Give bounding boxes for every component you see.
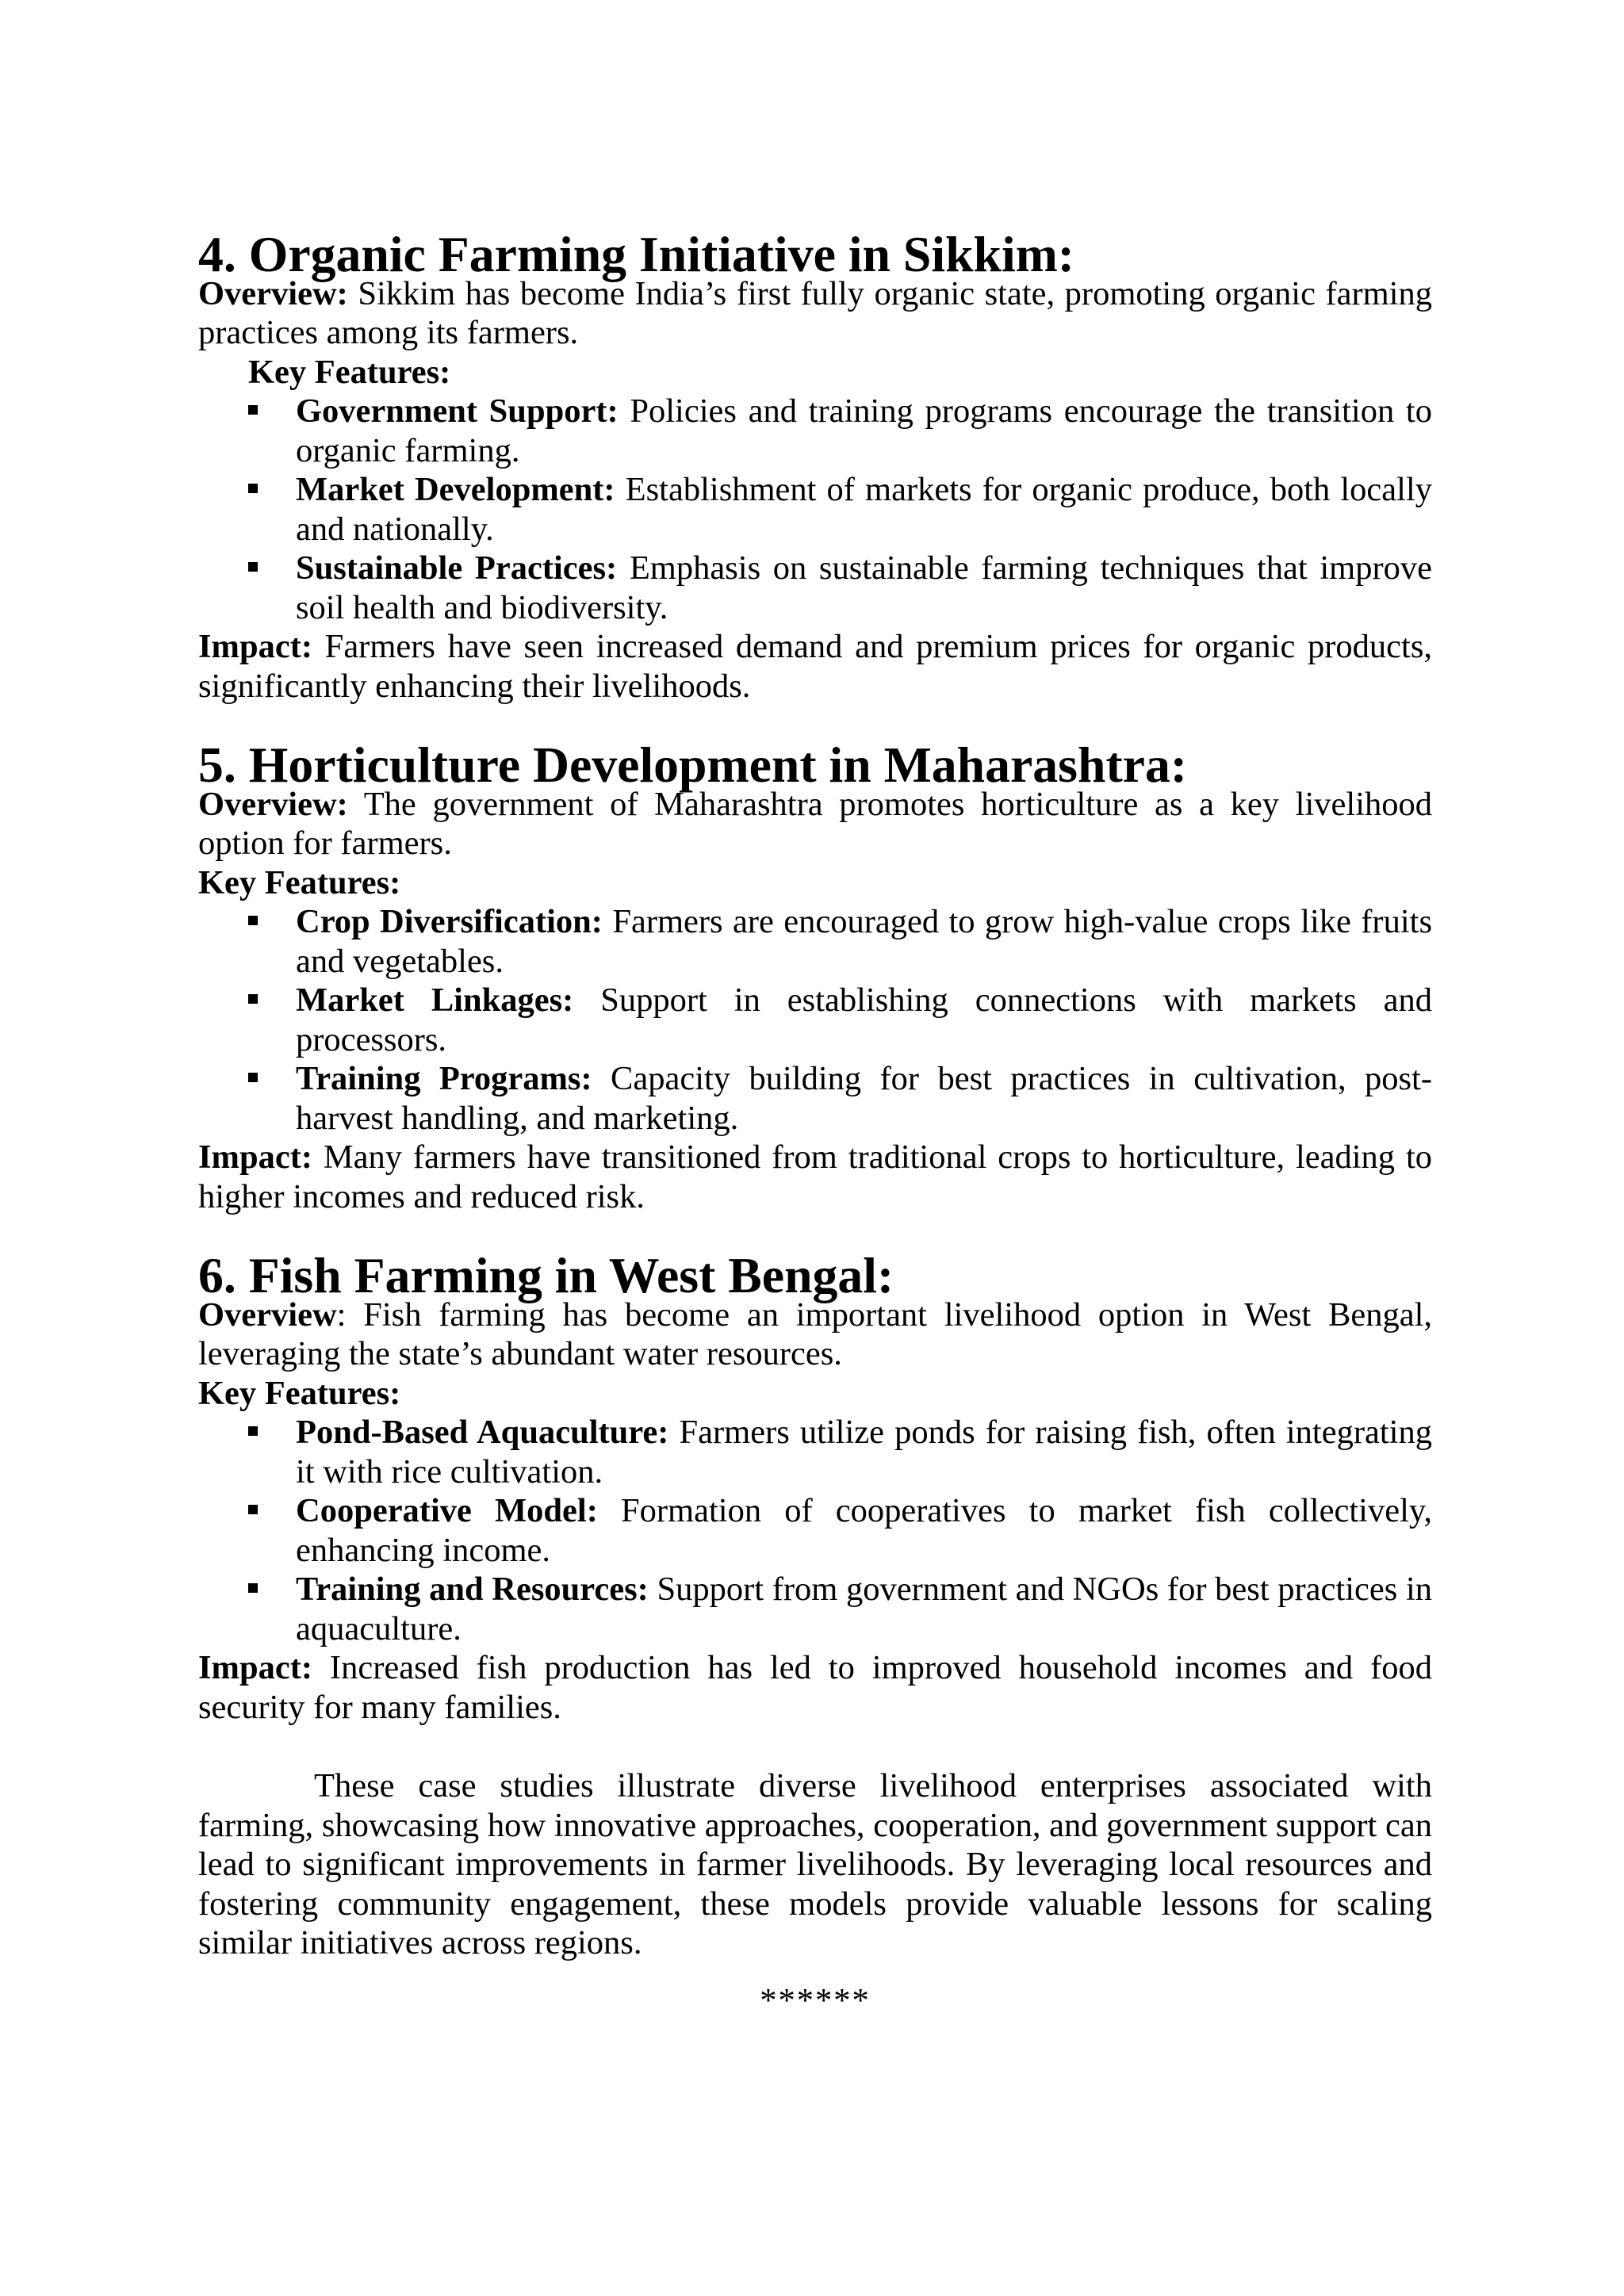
feature-list [198,392,1432,627]
feature-text: Establishment of markets for organic produce, both locally and nationally. [296,471,1433,548]
overview-text: : Fish farming has become an important livelihood option in West Bengal, leveraging the state’s abundant water resources. [198,1295,1432,1372]
overview-text: The government of Maharashtra promotes horticulture as a key livelihood option for farmers. [198,785,1432,862]
overview-label: Overview: [198,785,348,823]
feature-label: Government Support: [296,392,619,430]
feature-label: Sustainable Practices: [296,549,618,587]
feature-text: Policies and training programs encourage the transition to organic farming. [296,392,1432,469]
list-item [198,902,1432,981]
square-bullet-icon [248,994,258,1004]
overview-paragraph [198,274,1432,353]
square-bullet-icon [248,1505,258,1514]
key-features-heading: Key Features: [248,353,451,391]
section-title: 4. Organic Farming Initiative in Sikkim: [198,226,1075,282]
end-marker: ****** [760,1981,871,2019]
list-item [198,1059,1432,1138]
feature-label: Cooperative Model: [296,1492,598,1529]
document-page [198,226,1433,2020]
key-features-heading: Key Features: [198,1374,401,1412]
impact-text: Increased fish production has led to improved household incomes and food security for many families. [198,1649,1432,1726]
square-bullet-icon [248,484,258,493]
feature-label: Training Programs: [296,1060,592,1097]
section-fish-farming-west-bengal [198,1247,1433,1727]
impact-text: Many farmers have transitioned from traditional crops to horticulture, leading to higher incomes and reduced risk. [198,1138,1432,1215]
feature-label: Crop Diversification: [296,903,603,940]
section-title: 5. Horticulture Development in Maharashtra: [198,737,1188,793]
list-item [198,1491,1432,1570]
impact-text: Farmers have seen increased demand and premium prices for organic products, significantly enhancing their livelihoods. [198,628,1432,705]
square-bullet-icon [248,405,258,415]
key-features-heading: Key Features: [198,863,401,901]
feature-text: Farmers are encouraged to grow high-value crops like fruits and vegetables. [296,903,1432,980]
square-bullet-icon [248,1426,258,1436]
feature-list [198,1413,1432,1648]
impact-label: Impact: [198,1138,312,1176]
section-organic-farming-sikkim [198,226,1433,706]
section-spacer [198,1727,1432,1766]
square-bullet-icon [248,1073,258,1082]
list-item [198,1570,1432,1648]
feature-text: Support in establishing connections with markets and processors. [296,982,1432,1058]
feature-text: Emphasis on sustainable farming techniques that improve soil health and biodiversity. [296,549,1432,626]
impact-label: Impact: [198,1649,312,1686]
feature-label: Pond-Based Aquaculture: [296,1414,669,1451]
section-title: 6. Fish Farming in West Bengal: [198,1247,894,1303]
overview-paragraph [198,1295,1432,1374]
impact-paragraph [198,1648,1432,1727]
overview-label: Overview [198,1295,337,1334]
feature-text: Farmers utilize ponds for raising fish, often integrating it with rice cultivation. [296,1414,1432,1490]
overview-paragraph [198,785,1432,863]
overview-label: Overview: [198,274,348,312]
overview-text: Sikkim has become India’s first fully organic state, promoting organic farming practices among its farmers. [198,274,1432,351]
feature-list [198,902,1432,1138]
list-item [198,470,1432,549]
feature-label: Training and Resources: [296,1571,649,1608]
feature-label: Market Linkages: [296,982,574,1019]
list-item [198,549,1432,627]
section-horticulture-maharashtra [198,737,1432,1216]
feature-label: Market Development: [296,471,615,508]
square-bullet-icon [248,1583,258,1593]
impact-label: Impact: [198,628,312,665]
feature-text: Formation of cooperatives to market fish collectively, enhancing income. [296,1492,1432,1569]
closing-paragraph: These case studies illustrate diverse livelihood enterprises associated with farming, showcasing how innovative approaches, cooperation, and government support can lead to significant improvements in farmer livelihoods. By leveraging local resources and fostering community engagement, these models provide valuable lessons for scaling similar initiatives across regions. [198,1767,1432,1961]
impact-paragraph [198,627,1432,706]
feature-text: Capacity building for best practices in cultivation, post-harvest handling, and marketing. [296,1060,1432,1137]
square-bullet-icon [248,916,258,925]
feature-text: Support from government and NGOs for best practices in aquaculture. [296,1571,1433,1647]
list-item [198,392,1432,470]
impact-paragraph [198,1138,1432,1216]
square-bullet-icon [248,562,258,572]
list-item [198,981,1432,1059]
list-item [198,1413,1432,1491]
